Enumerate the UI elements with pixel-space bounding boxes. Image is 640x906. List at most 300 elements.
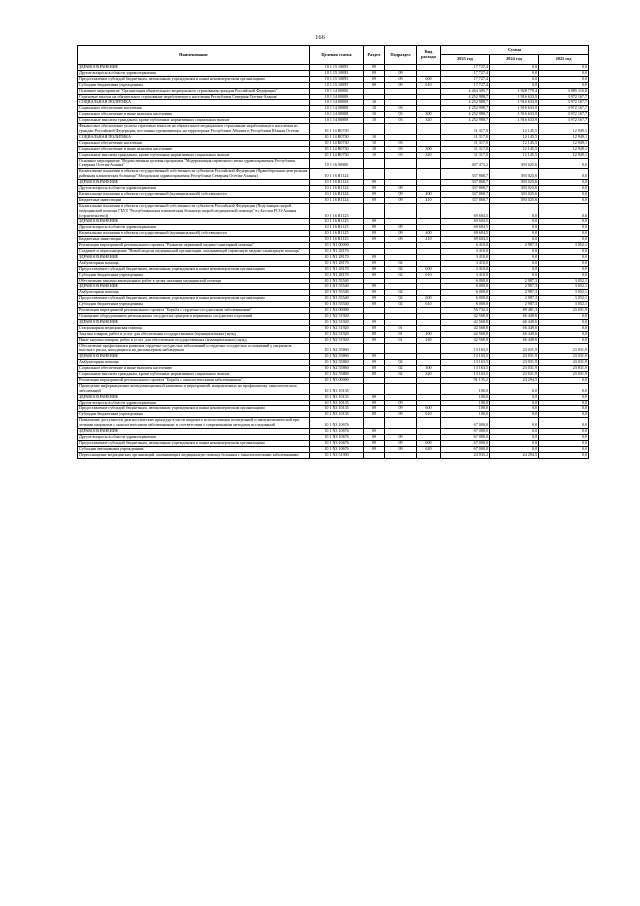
row-sum-2023: 3 410,0 — [441, 272, 490, 278]
row-name: Проведение информационно-коммуникационной кампании и мероприятий, направленных на профилактику онкологических заболеваний — [78, 383, 310, 394]
row-exp-type — [417, 169, 441, 180]
row-name: Создание и переоснащение "Новой модели медицинской организации, оказывающей первичную медико-санитарную помощь" — [78, 249, 310, 255]
row-target-code: 10 1 N1 28170 — [310, 260, 364, 266]
row-section: 10 — [364, 152, 385, 158]
row-exp-type: 600 — [417, 296, 441, 302]
row-name: Социальное обеспечение и иные выплаты населению — [78, 366, 310, 372]
row-sum-2023: 100,0 — [441, 400, 490, 406]
row-target-code: 10 1 16 R1124 — [310, 197, 364, 203]
row-name: ЗДРАВООХРАНЕНИЕ — [78, 429, 310, 435]
row-sum-2024: 66 449,6 — [490, 331, 539, 337]
row-sum-2024: 393 025,6 — [490, 158, 539, 169]
row-target-code: 10 1 14 R0730 — [310, 152, 364, 158]
row-target-code: 10 1 N1 55540 — [310, 302, 364, 308]
row-sum-2024: 0,0 — [490, 446, 539, 452]
row-target-code: 10 1 15 10095 — [310, 82, 364, 88]
row-sum-2024: 0,0 — [490, 412, 539, 418]
row-subsection: 03 — [385, 106, 417, 112]
row-sum-2024: 0,0 — [490, 394, 539, 400]
row-sum-2024: 2 987,3 — [490, 278, 539, 284]
row-sum-2023: 6 000,0 — [441, 278, 490, 284]
table-row — [78, 343, 589, 354]
row-subsection: 09 — [385, 191, 417, 197]
row-name: Предоставление субсидий бюджетным, автономным учреждениям и иным некоммерческим организациям — [78, 406, 310, 412]
row-target-code: 10 1 N1 55540 — [310, 278, 364, 284]
row-sum-2025: 0,0 — [539, 377, 589, 383]
row-section: 09 — [364, 272, 385, 278]
row-exp-type: 610 — [417, 412, 441, 418]
row-section: 09 — [364, 429, 385, 435]
table-row — [78, 203, 589, 219]
row-section — [364, 124, 385, 135]
row-exp-type — [417, 203, 441, 219]
row-name: Социальное обеспечение населения — [78, 140, 310, 146]
row-subsection — [385, 124, 417, 135]
row-name: Другие вопросы в области здравоохранения — [78, 186, 310, 192]
row-sum-2024: 0,0 — [490, 219, 539, 225]
row-sum-2023: 55 732,3 — [441, 308, 490, 314]
row-name: Социальное обеспечение населения — [78, 106, 310, 112]
row-target-code: 10 1 N3 10676 — [310, 435, 364, 441]
row-target-code: 10 1 16 R1124 — [310, 191, 364, 197]
row-target-code: 10 1 N2 55860 — [310, 343, 364, 354]
row-name: Другие вопросы в области здравоохранения — [78, 225, 310, 231]
row-sum-2023: 407 473,2 — [441, 158, 490, 169]
row-target-code: 10 1 N1 55540 — [310, 284, 364, 290]
row-sum-2025: 3 972 167,7 — [539, 118, 589, 124]
row-subsection: 03 — [385, 146, 417, 152]
row-section: 09 — [364, 372, 385, 378]
row-sum-2024: 89 481,3 — [490, 308, 539, 314]
row-sum-2024: 2 987,3 — [490, 302, 539, 308]
row-target-code: 10 1 14 00008 — [310, 118, 364, 124]
row-section: 09 — [364, 70, 385, 76]
header-exp-type: Вид расхода — [417, 46, 441, 65]
row-sum-2023: 4 252 988,7 — [441, 112, 490, 118]
row-name: Субсидии бюджетным учреждениям — [78, 302, 310, 308]
row-sum-2024: 12 145,5 — [490, 124, 539, 135]
row-section: 10 — [364, 106, 385, 112]
row-sum-2023: 337 868,7 — [441, 169, 490, 180]
row-section: 09 — [364, 366, 385, 372]
row-subsection: 03 — [385, 118, 417, 124]
row-sum-2025: 23 031,9 — [539, 343, 589, 354]
row-name: ЗДРАВООХРАНЕНИЕ — [78, 319, 310, 325]
row-sum-2023: 3 410,0 — [441, 266, 490, 272]
row-exp-type — [417, 343, 441, 354]
row-name: Другие вопросы в области здравоохранения — [78, 400, 310, 406]
row-name: Капитальные вложения в объекты государственной собственности субъектов Российской Федерации (Правобережная центральная районная клиническая больница" Моздокская здравоохранения Республики Северная Осетия-Алания) — [78, 169, 310, 180]
table-header — [78, 46, 589, 65]
row-name: Иные закупки товаров, работ и услуг для обеспечения государственных (муниципальных) нужд — [78, 337, 310, 343]
row-sum-2023: 6 000,0 — [441, 284, 490, 290]
row-sum-2025: 0,0 — [539, 418, 589, 429]
row-name: Закупка товаров, работ и услуг для обеспечения государственных (муниципальных) нужд — [78, 331, 310, 337]
row-sum-2023: 3 410,0 — [441, 260, 490, 266]
row-target-code: 10 1 N2 55860 — [310, 366, 364, 372]
row-target-code: 10 1 N2 51920 — [310, 325, 364, 331]
row-exp-type: 610 — [417, 272, 441, 278]
row-sum-2025: 12 949,1 — [539, 124, 589, 135]
row-section — [364, 418, 385, 429]
row-exp-type: 300 — [417, 366, 441, 372]
row-exp-type: 240 — [417, 337, 441, 343]
row-sum-2024: 24 294,5 — [490, 377, 539, 383]
row-subsection: 02 — [385, 290, 417, 296]
row-sum-2024: 0,0 — [490, 383, 539, 394]
row-name: Страховые взносы на обязательное страхование неработающего населения Республики Северная Осетия-Алания — [78, 94, 310, 100]
row-subsection: 09 — [385, 406, 417, 412]
row-sum-2025: 0,0 — [539, 191, 589, 197]
row-name: Социальные выплаты гражданам, кроме публичных нормативных социальных выплат — [78, 372, 310, 378]
row-sum-2025: 0,0 — [539, 231, 589, 237]
row-sum-2024: 1 916 633,9 — [490, 100, 539, 106]
row-sum-2024: 23 031,9 — [490, 366, 539, 372]
row-name: Капитальные вложения в объекты государственной собственности субъектов Российской Федерации (Подстанция скорой медицинской помощи ГБУЗ "Республиканская клиническая больница скорой медицинской помощи" в г.Беслан РСО-Алания (строительство)) — [78, 203, 310, 219]
row-sum-2025: 0,0 — [539, 158, 589, 169]
header-section: Раздел — [364, 46, 385, 65]
row-name: Субсидии бюджетным учреждениям — [78, 412, 310, 418]
row-sum-2024: 2 987,3 — [490, 243, 539, 249]
row-name: ЗДРАВООХРАНЕНИЕ — [78, 284, 310, 290]
row-subsection: 09 — [385, 237, 417, 243]
row-sum-2024: 0,0 — [490, 203, 539, 219]
row-sum-2023: 4 264 305,7 — [441, 88, 490, 94]
row-sum-2023: 11 317,0 — [441, 152, 490, 158]
row-subsection: 09 — [385, 70, 417, 76]
row-sum-2024: 66 449,6 — [490, 325, 539, 331]
row-sum-2023: 337 868,7 — [441, 180, 490, 186]
table-row — [78, 124, 589, 135]
row-sum-2023: 69 604,5 — [441, 237, 490, 243]
row-target-code: 10 1 N1 28170 — [310, 272, 364, 278]
row-sum-2023: 13 163,5 — [441, 372, 490, 378]
row-exp-type: 300 — [417, 146, 441, 152]
row-exp-type: 610 — [417, 82, 441, 88]
row-sum-2023: 67 000,0 — [441, 440, 490, 446]
row-subsection: 01 — [385, 325, 417, 331]
row-sum-2024: 0,0 — [490, 82, 539, 88]
row-section — [364, 383, 385, 394]
row-name: СОЦИАЛЬНАЯ ПОЛИТИКА — [78, 100, 310, 106]
row-exp-type: 300 — [417, 112, 441, 118]
row-target-code: 10 1 16 R1125 — [310, 203, 364, 219]
row-sum-2024: 1 916 633,9 — [490, 112, 539, 118]
header-target: Целевая статья — [310, 46, 364, 65]
page-number: 166 — [315, 34, 325, 41]
row-sum-2023: 100,0 — [441, 394, 490, 400]
row-section: 09 — [364, 290, 385, 296]
row-section: 10 — [364, 140, 385, 146]
row-section: 09 — [364, 440, 385, 446]
row-sum-2024: 23 031,9 — [490, 354, 539, 360]
row-name: Реализация мероприятий регионального проекта "Борьба с сердечно-сосудистыми заболеваниями" — [78, 308, 310, 314]
row-target-code: 10 1 N3 00000 — [310, 377, 364, 383]
row-sum-2025: 0,0 — [539, 266, 589, 272]
row-subsection: 02 — [385, 372, 417, 378]
row-sum-2025: 0,0 — [539, 203, 589, 219]
row-exp-type — [417, 124, 441, 135]
row-name: Субсидии автономным учреждениям — [78, 446, 310, 452]
row-section: 09 — [364, 325, 385, 331]
row-sum-2025: 3 052,1 — [539, 278, 589, 284]
row-target-code: 10 1 14 00008 — [310, 106, 364, 112]
row-section: 10 — [364, 146, 385, 152]
row-sum-2025: 0,0 — [539, 197, 589, 203]
row-sum-2024: 24 294,5 — [490, 452, 539, 458]
row-target-code: 10 1 N3 10676 — [310, 418, 364, 429]
row-sum-2023: 91 135,2 — [441, 377, 490, 383]
row-sum-2024: 23 031,9 — [490, 372, 539, 378]
header-sum: Сумма — [441, 46, 589, 55]
row-sum-2024: 393 025,6 — [490, 191, 539, 197]
row-name: Стационарная медицинская помощь — [78, 325, 310, 331]
row-name: ЗДРАВООХРАНЕНИЕ — [78, 354, 310, 360]
row-sum-2024: 0,0 — [490, 65, 539, 71]
row-sum-2023: 67 000,0 — [441, 446, 490, 452]
row-sum-2023: 69 604,5 — [441, 219, 490, 225]
row-sum-2024: 1 916 633,9 — [490, 94, 539, 100]
row-name: Бюджетные инвестиции — [78, 237, 310, 243]
row-sum-2025: 3 052,1 — [539, 302, 589, 308]
row-section: 09 — [364, 266, 385, 272]
row-name: Социальное обеспечение и иные выплаты населению — [78, 112, 310, 118]
budget-table — [77, 45, 589, 459]
row-sum-2024: 0,0 — [490, 76, 539, 82]
row-section: 09 — [364, 260, 385, 266]
row-sum-2023: 337 868,7 — [441, 191, 490, 197]
row-name: Предоставление субсидий бюджетным, автономным учреждениям и иным некоммерческим организациям — [78, 266, 310, 272]
row-sum-2025: 0,0 — [539, 337, 589, 343]
row-subsection — [385, 169, 417, 180]
table-row — [78, 452, 589, 458]
row-section: 09 — [364, 225, 385, 231]
row-name: Основное мероприятие "Организация обязательного медицинского страхования граждан Российской Федерации" — [78, 88, 310, 94]
row-name: Социальные выплаты гражданам, кроме публичных нормативных социальных выплат — [78, 118, 310, 124]
row-sum-2023: 4 252 988,7 — [441, 94, 490, 100]
row-subsection: 09 — [385, 435, 417, 441]
row-target-code: 10 1 16 R1125 — [310, 231, 364, 237]
row-sum-2025: 12 949,1 — [539, 134, 589, 140]
row-sum-2025: 3 052,1 — [539, 290, 589, 296]
row-section: 09 — [364, 406, 385, 412]
row-subsection — [385, 418, 417, 429]
row-sum-2024: 0,0 — [490, 429, 539, 435]
row-sum-2025: 23 031,9 — [539, 360, 589, 366]
row-subsection: 09 — [385, 197, 417, 203]
row-name: Обеспечение профилактики развития сердечно-сосудистых заболеваний и сердечно-сосудистых осложнений у пациентов высокого риска, находящихся на диспансерном наблюдении — [78, 343, 310, 354]
row-name: Основное мероприятие "Ведомственная целевая программа "Модернизация первичного звена здравоохранения Республики Северная Осетия-Алания" — [78, 158, 310, 169]
row-target-code: 10 1 15 10095 — [310, 76, 364, 82]
row-target-code: 10 1 N2 51920 — [310, 313, 364, 319]
row-name: Субсидии бюджетным учреждениям — [78, 272, 310, 278]
row-section: 09 — [364, 400, 385, 406]
row-sum-2025: 0,0 — [539, 325, 589, 331]
row-sum-2025: 12 949,1 — [539, 152, 589, 158]
row-exp-type: 400 — [417, 191, 441, 197]
row-section: 10 — [364, 134, 385, 140]
row-sum-2023: 11 317,0 — [441, 124, 490, 135]
row-target-code: 10 1 16 R1125 — [310, 219, 364, 225]
row-section: 09 — [364, 219, 385, 225]
row-sum-2024: 12 145,5 — [490, 140, 539, 146]
row-sum-2024: 0,0 — [490, 249, 539, 255]
row-target-code: 10 1 N3 10676 — [310, 446, 364, 452]
row-name: Переоснащение медицинских организаций, оказывающих медицинскую помощь больным с онкологическими заболеваниями — [78, 452, 310, 458]
row-sum-2024: 12 145,5 — [490, 146, 539, 152]
row-sum-2023: 11 317,0 — [441, 146, 490, 152]
row-exp-type — [417, 418, 441, 429]
row-name: Капитальные вложения в объекты государственной (муниципальной) собственности — [78, 231, 310, 237]
row-section: 09 — [364, 296, 385, 302]
row-sum-2023: 42 568,8 — [441, 319, 490, 325]
row-sum-2025: 0,0 — [539, 406, 589, 412]
row-sum-2025: 0,0 — [539, 435, 589, 441]
row-section: 09 — [364, 331, 385, 337]
row-sum-2024: 393 025,6 — [490, 169, 539, 180]
row-target-code: 10 1 14 00008 — [310, 100, 364, 106]
row-sum-2025: 23 031,9 — [539, 366, 589, 372]
row-target-code: 10 1 16 R1124 — [310, 186, 364, 192]
row-name: Предоставление субсидий бюджетным, автономным учреждениям и иным некоммерческим организациям — [78, 296, 310, 302]
row-section: 09 — [364, 186, 385, 192]
row-section — [364, 452, 385, 458]
row-sum-2025: 3 052,1 — [539, 284, 589, 290]
row-exp-type: 600 — [417, 440, 441, 446]
row-name: Повышение доступности диагностических процедур в части широкого использования позитронной и иммунохимической при лечении пациентов с онкологическими заболеваниями, в соответствии с современными методами исследований — [78, 418, 310, 429]
row-target-code: 10 1 N3 10135 — [310, 383, 364, 394]
row-sum-2025: 0,0 — [539, 249, 589, 255]
row-sum-2023: 6 000,0 — [441, 290, 490, 296]
row-exp-type: 600 — [417, 266, 441, 272]
row-sum-2023: 24 035,2 — [441, 452, 490, 458]
row-section — [364, 158, 385, 169]
row-sum-2024: 23 031,9 — [490, 343, 539, 354]
row-section: 09 — [364, 412, 385, 418]
row-target-code: 10 1 14 R0730 — [310, 146, 364, 152]
row-sum-2025: 0,0 — [539, 237, 589, 243]
row-section — [364, 169, 385, 180]
row-sum-2025: 0,0 — [539, 400, 589, 406]
row-sum-2023: 13 163,5 — [441, 354, 490, 360]
row-section: 09 — [364, 360, 385, 366]
row-subsection: 03 — [385, 140, 417, 146]
row-sum-2025: 0,0 — [539, 440, 589, 446]
row-name: ЗДРАВООХРАНЕНИЕ — [78, 219, 310, 225]
row-sum-2025: 0,0 — [539, 219, 589, 225]
row-sum-2023: 11 317,0 — [441, 134, 490, 140]
row-sum-2023: 100,0 — [441, 383, 490, 394]
row-sum-2025: 0,0 — [539, 313, 589, 319]
row-sum-2024: 0,0 — [490, 418, 539, 429]
row-name: Амбулаторная помощь — [78, 360, 310, 366]
row-name: Реализация мероприятий регионального проекта "Борьба с онкологическими заболеваниями" — [78, 377, 310, 383]
row-sum-2023: 69 604,5 — [441, 231, 490, 237]
row-sum-2024: 12 145,5 — [490, 134, 539, 140]
row-sum-2024: 1 916 633,9 — [490, 106, 539, 112]
row-target-code: 10 1 N1 28170 — [310, 254, 364, 260]
row-sum-2024: 12 145,5 — [490, 152, 539, 158]
row-target-code: 10 1 14 00008 — [310, 112, 364, 118]
row-section: 09 — [364, 237, 385, 243]
row-sum-2023: 42 568,8 — [441, 337, 490, 343]
row-subsection: 09 — [385, 446, 417, 452]
row-sum-2024: 393 025,6 — [490, 180, 539, 186]
row-target-code: 10 1 N2 51920 — [310, 331, 364, 337]
row-exp-type: 600 — [417, 76, 441, 82]
row-target-code: 10 1 N3 10676 — [310, 429, 364, 435]
row-subsection — [385, 343, 417, 354]
row-sum-2023: 13 163,5 — [441, 366, 490, 372]
table-row — [78, 158, 589, 169]
row-name: Социальные выплаты гражданам, кроме публичных нормативных социальных выплат — [78, 152, 310, 158]
row-sum-2023: 69 604,5 — [441, 225, 490, 231]
row-section: 09 — [364, 284, 385, 290]
row-section: 09 — [364, 231, 385, 237]
header-subsection: Подраздел — [385, 46, 417, 65]
row-sum-2024: 0,0 — [490, 266, 539, 272]
row-subsection: 03 — [385, 112, 417, 118]
row-subsection: 02 — [385, 366, 417, 372]
row-sum-2025: 0,0 — [539, 169, 589, 180]
row-sum-2024: 1 928 779,4 — [490, 88, 539, 94]
row-target-code: 10 1 N1 28170 — [310, 249, 364, 255]
row-target-code: 10 1 N2 55860 — [310, 372, 364, 378]
row-target-code: 10 1 N2 55860 — [310, 360, 364, 366]
row-sum-2023: 11 317,0 — [441, 140, 490, 146]
row-sum-2025: 3 985 116,8 — [539, 88, 589, 94]
row-name: Амбулаторная помощь — [78, 260, 310, 266]
row-sum-2023: 4 252 988,7 — [441, 100, 490, 106]
row-sum-2025: 0,0 — [539, 446, 589, 452]
row-subsection: 01 — [385, 331, 417, 337]
row-sum-2024: 2 987,3 — [490, 296, 539, 302]
row-exp-type: 400 — [417, 231, 441, 237]
row-exp-type: 410 — [417, 237, 441, 243]
table-row — [78, 383, 589, 394]
row-subsection: 02 — [385, 296, 417, 302]
row-sum-2025: 0,0 — [539, 70, 589, 76]
row-subsection: 02 — [385, 260, 417, 266]
row-sum-2024: 0,0 — [490, 237, 539, 243]
row-section: 09 — [364, 197, 385, 203]
row-sum-2025: 23 031,9 — [539, 354, 589, 360]
row-target-code: 10 1 N2 51920 — [310, 337, 364, 343]
row-sum-2023: 67 000,0 — [441, 435, 490, 441]
row-section: 10 — [364, 118, 385, 124]
row-subsection: 02 — [385, 266, 417, 272]
row-sum-2025: 23 031,9 — [539, 372, 589, 378]
row-sum-2023: 42 568,8 — [441, 313, 490, 319]
row-target-code: 10 1 16 R1124 — [310, 180, 364, 186]
row-section — [364, 343, 385, 354]
row-exp-type: 610 — [417, 302, 441, 308]
row-sum-2024: 2 987,3 — [490, 290, 539, 296]
row-sum-2025: 0,0 — [539, 82, 589, 88]
row-sum-2023: 100,0 — [441, 412, 490, 418]
row-sum-2023: 6 410,0 — [441, 243, 490, 249]
row-subsection — [385, 203, 417, 219]
row-sum-2023: 17 727,4 — [441, 76, 490, 82]
row-sum-2023: 17 727,4 — [441, 65, 490, 71]
row-subsection: 02 — [385, 272, 417, 278]
row-sum-2023: 13 163,5 — [441, 343, 490, 354]
row-sum-2023: 17 727,4 — [441, 70, 490, 76]
row-sum-2023: 67 000,0 — [441, 418, 490, 429]
row-sum-2025: 23 031,9 — [539, 308, 589, 314]
row-sum-2024: 0,0 — [490, 272, 539, 278]
row-subsection: 09 — [385, 400, 417, 406]
